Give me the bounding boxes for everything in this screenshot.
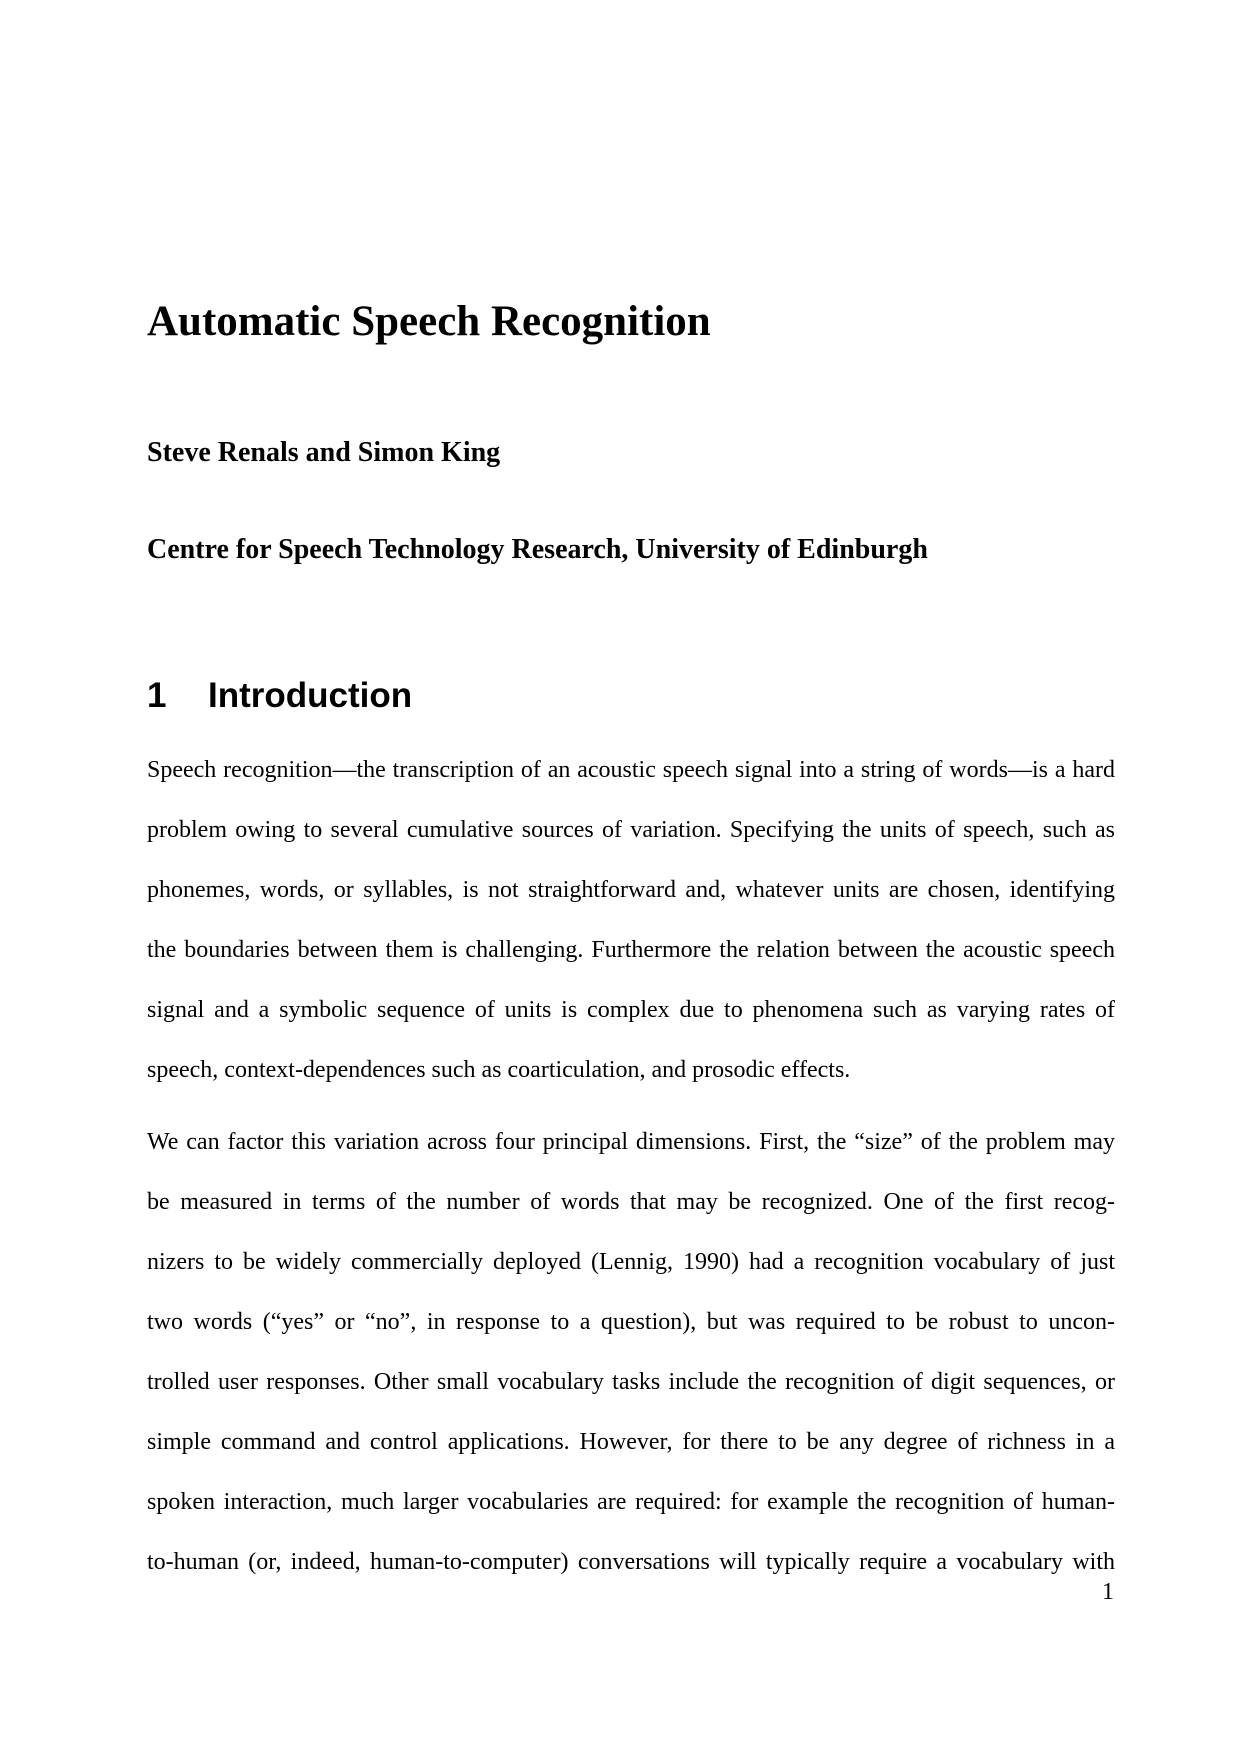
paragraph-line: simple command and control applications. However, for there to be any degree of richness in a [147, 1429, 1115, 1455]
paragraph-line: nizers to be widely commercially deployed (Lennig, 1990) had a recognition vocabulary of just [147, 1249, 1115, 1275]
paragraph-line: two words (“yes” or “no”, in response to a question), but was required to be robust to uncon- [147, 1309, 1115, 1335]
section-number: 1 [147, 676, 167, 715]
paper-title: Automatic Speech Recognition [147, 298, 711, 345]
paragraph-line: be measured in terms of the number of words that may be recognized. One of the first recog- [147, 1189, 1115, 1215]
paragraph-line: signal and a symbolic sequence of units is complex due to phenomena such as varying rates of [147, 997, 1115, 1023]
paragraph-line: trolled user responses. Other small vocabulary tasks include the recognition of digit sequences, or [147, 1369, 1115, 1395]
paper-affiliation: Centre for Speech Technology Research, University of Edinburgh [147, 534, 928, 565]
paragraph-line: speech, context-dependences such as coarticulation, and prosodic effects. [147, 1057, 851, 1083]
paragraph-2 [147, 1112, 1115, 1592]
paragraph-line: problem owing to several cumulative sources of variation. Specifying the units of speech, such as [147, 817, 1115, 843]
section-title: Introduction [208, 676, 413, 715]
page-number: 1 [1102, 1579, 1114, 1605]
paragraph-line: Speech recognition—the transcription of an acoustic speech signal into a string of words—is a hard [147, 757, 1115, 783]
section-heading [147, 671, 412, 721]
paragraph-1 [147, 740, 1115, 1100]
paragraph-line: We can factor this variation across four principal dimensions. First, the “size” of the problem may [147, 1129, 1115, 1155]
paper-authors: Steve Renals and Simon King [147, 437, 501, 468]
paragraph-line: phonemes, words, or syllables, is not straightforward and, whatever units are chosen, identifying [147, 877, 1115, 903]
paragraph-line: spoken interaction, much larger vocabularies are required: for example the recognition of human- [147, 1489, 1115, 1515]
paragraph-line: to-human (or, indeed, human-to-computer) conversations will typically require a vocabulary with [147, 1549, 1115, 1575]
paragraph-line: the boundaries between them is challenging. Furthermore the relation between the acoustic speech [147, 937, 1115, 963]
